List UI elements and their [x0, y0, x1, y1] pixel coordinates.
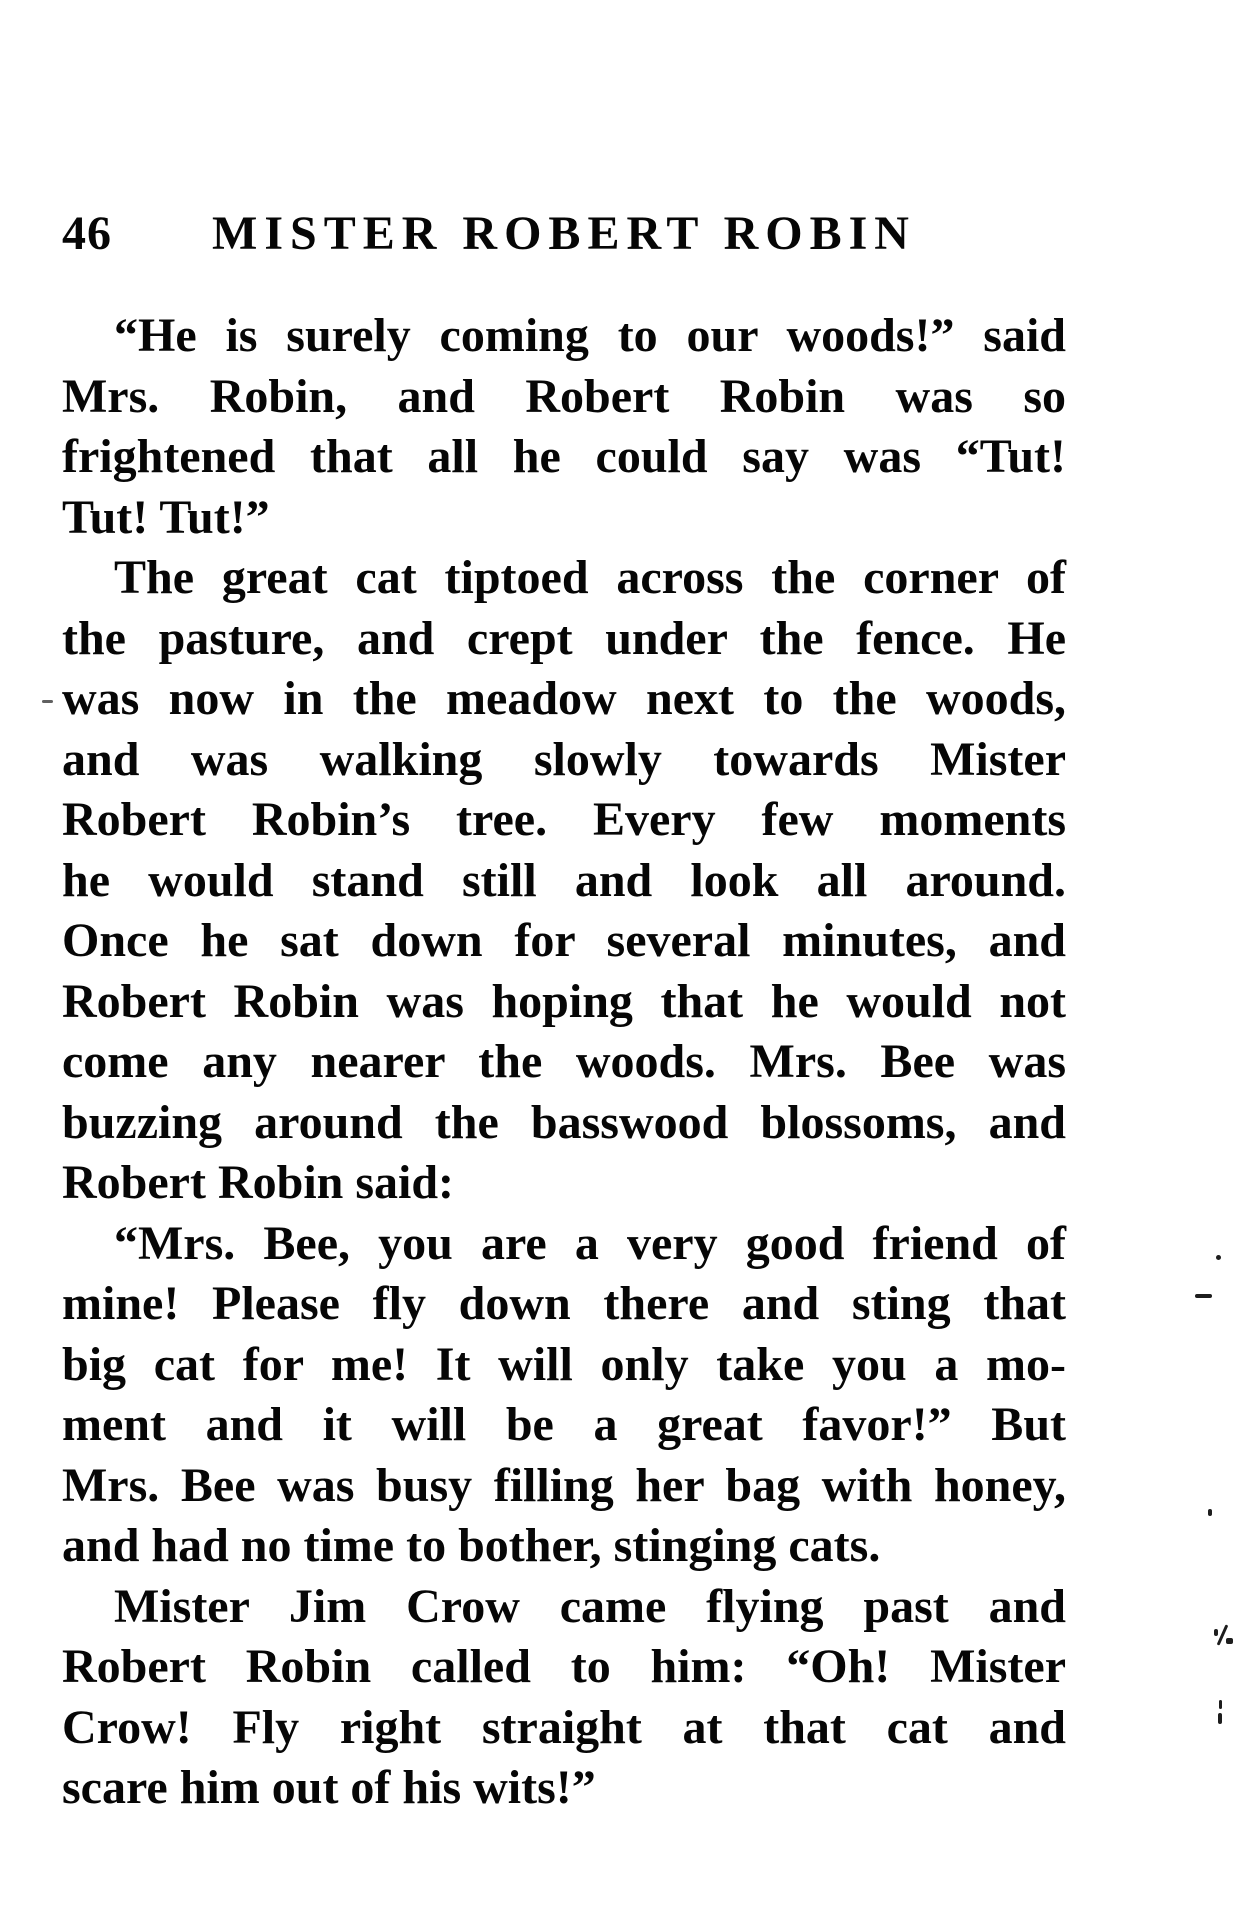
text-line: Robert Robin called to him: “Oh! Mister	[62, 1640, 1066, 1693]
text-line: Mrs. Robin, and Robert Robin was so	[62, 369, 1066, 423]
text-line: and had no time to bother, stinging cats.	[62, 1519, 881, 1572]
body-text	[62, 306, 1066, 1819]
scan-speck-squiggle-a	[1219, 1700, 1222, 1709]
text-line: Crow! Fly right straight at that cat and	[62, 1700, 1066, 1754]
text-line: buzzing around the basswood blossoms, and	[62, 1095, 1066, 1149]
text-line: “He is surely coming to our woods!” said	[114, 309, 1066, 362]
text-line: “Mrs. Bee, you are a very good friend of	[114, 1216, 1066, 1270]
text-line: come any nearer the woods. Mrs. Bee was	[62, 1035, 1066, 1088]
text-line: Robert Robin said:	[62, 1156, 455, 1209]
text-line: Mister Jim Crow came flying past and	[114, 1579, 1066, 1633]
text-line: scare him out of his wits!”	[62, 1761, 596, 1814]
running-title: MISTER ROBERT ROBIN	[212, 207, 916, 260]
scan-speck-dot	[1216, 1255, 1221, 1260]
text-line: mine! Please fly down there and sting that	[62, 1277, 1066, 1330]
text-line: he would stand still and look all around.	[62, 853, 1066, 907]
scan-speck-mark-a	[1214, 1629, 1218, 1636]
scan-speck-left-margin	[42, 700, 53, 703]
text-line: The great cat tiptoed across the corner of	[114, 551, 1066, 604]
text-line: Once he sat down for several minutes, and	[62, 914, 1066, 967]
text-line: Mrs. Bee was busy filling her bag with honey,	[62, 1458, 1066, 1512]
scan-speck-dash	[1195, 1294, 1212, 1298]
page-number: 46	[62, 207, 112, 260]
text-line: Tut! Tut!”	[62, 490, 270, 544]
text-line: big cat for me! It will only take you a mo-	[62, 1337, 1066, 1391]
text-line: Robert Robin was hoping that he would not	[62, 974, 1066, 1028]
text-line: the pasture, and crept under the fence. He	[62, 611, 1066, 665]
text-line: and was walking slowly towards Mister	[62, 732, 1066, 786]
text-line: was now in the meadow next to the woods,	[62, 672, 1066, 725]
scan-speck-squiggle-b	[1218, 1713, 1222, 1724]
text-line: ment and it will be a great favor!” But	[62, 1398, 1066, 1451]
scan-speck-tick	[1208, 1509, 1212, 1516]
page-header	[62, 208, 1066, 264]
scan-speck-mark-c	[1226, 1638, 1233, 1644]
text-line: Robert Robin’s tree. Every few moments	[62, 793, 1066, 846]
text-line: frightened that all he could say was “Tut!	[62, 430, 1066, 483]
